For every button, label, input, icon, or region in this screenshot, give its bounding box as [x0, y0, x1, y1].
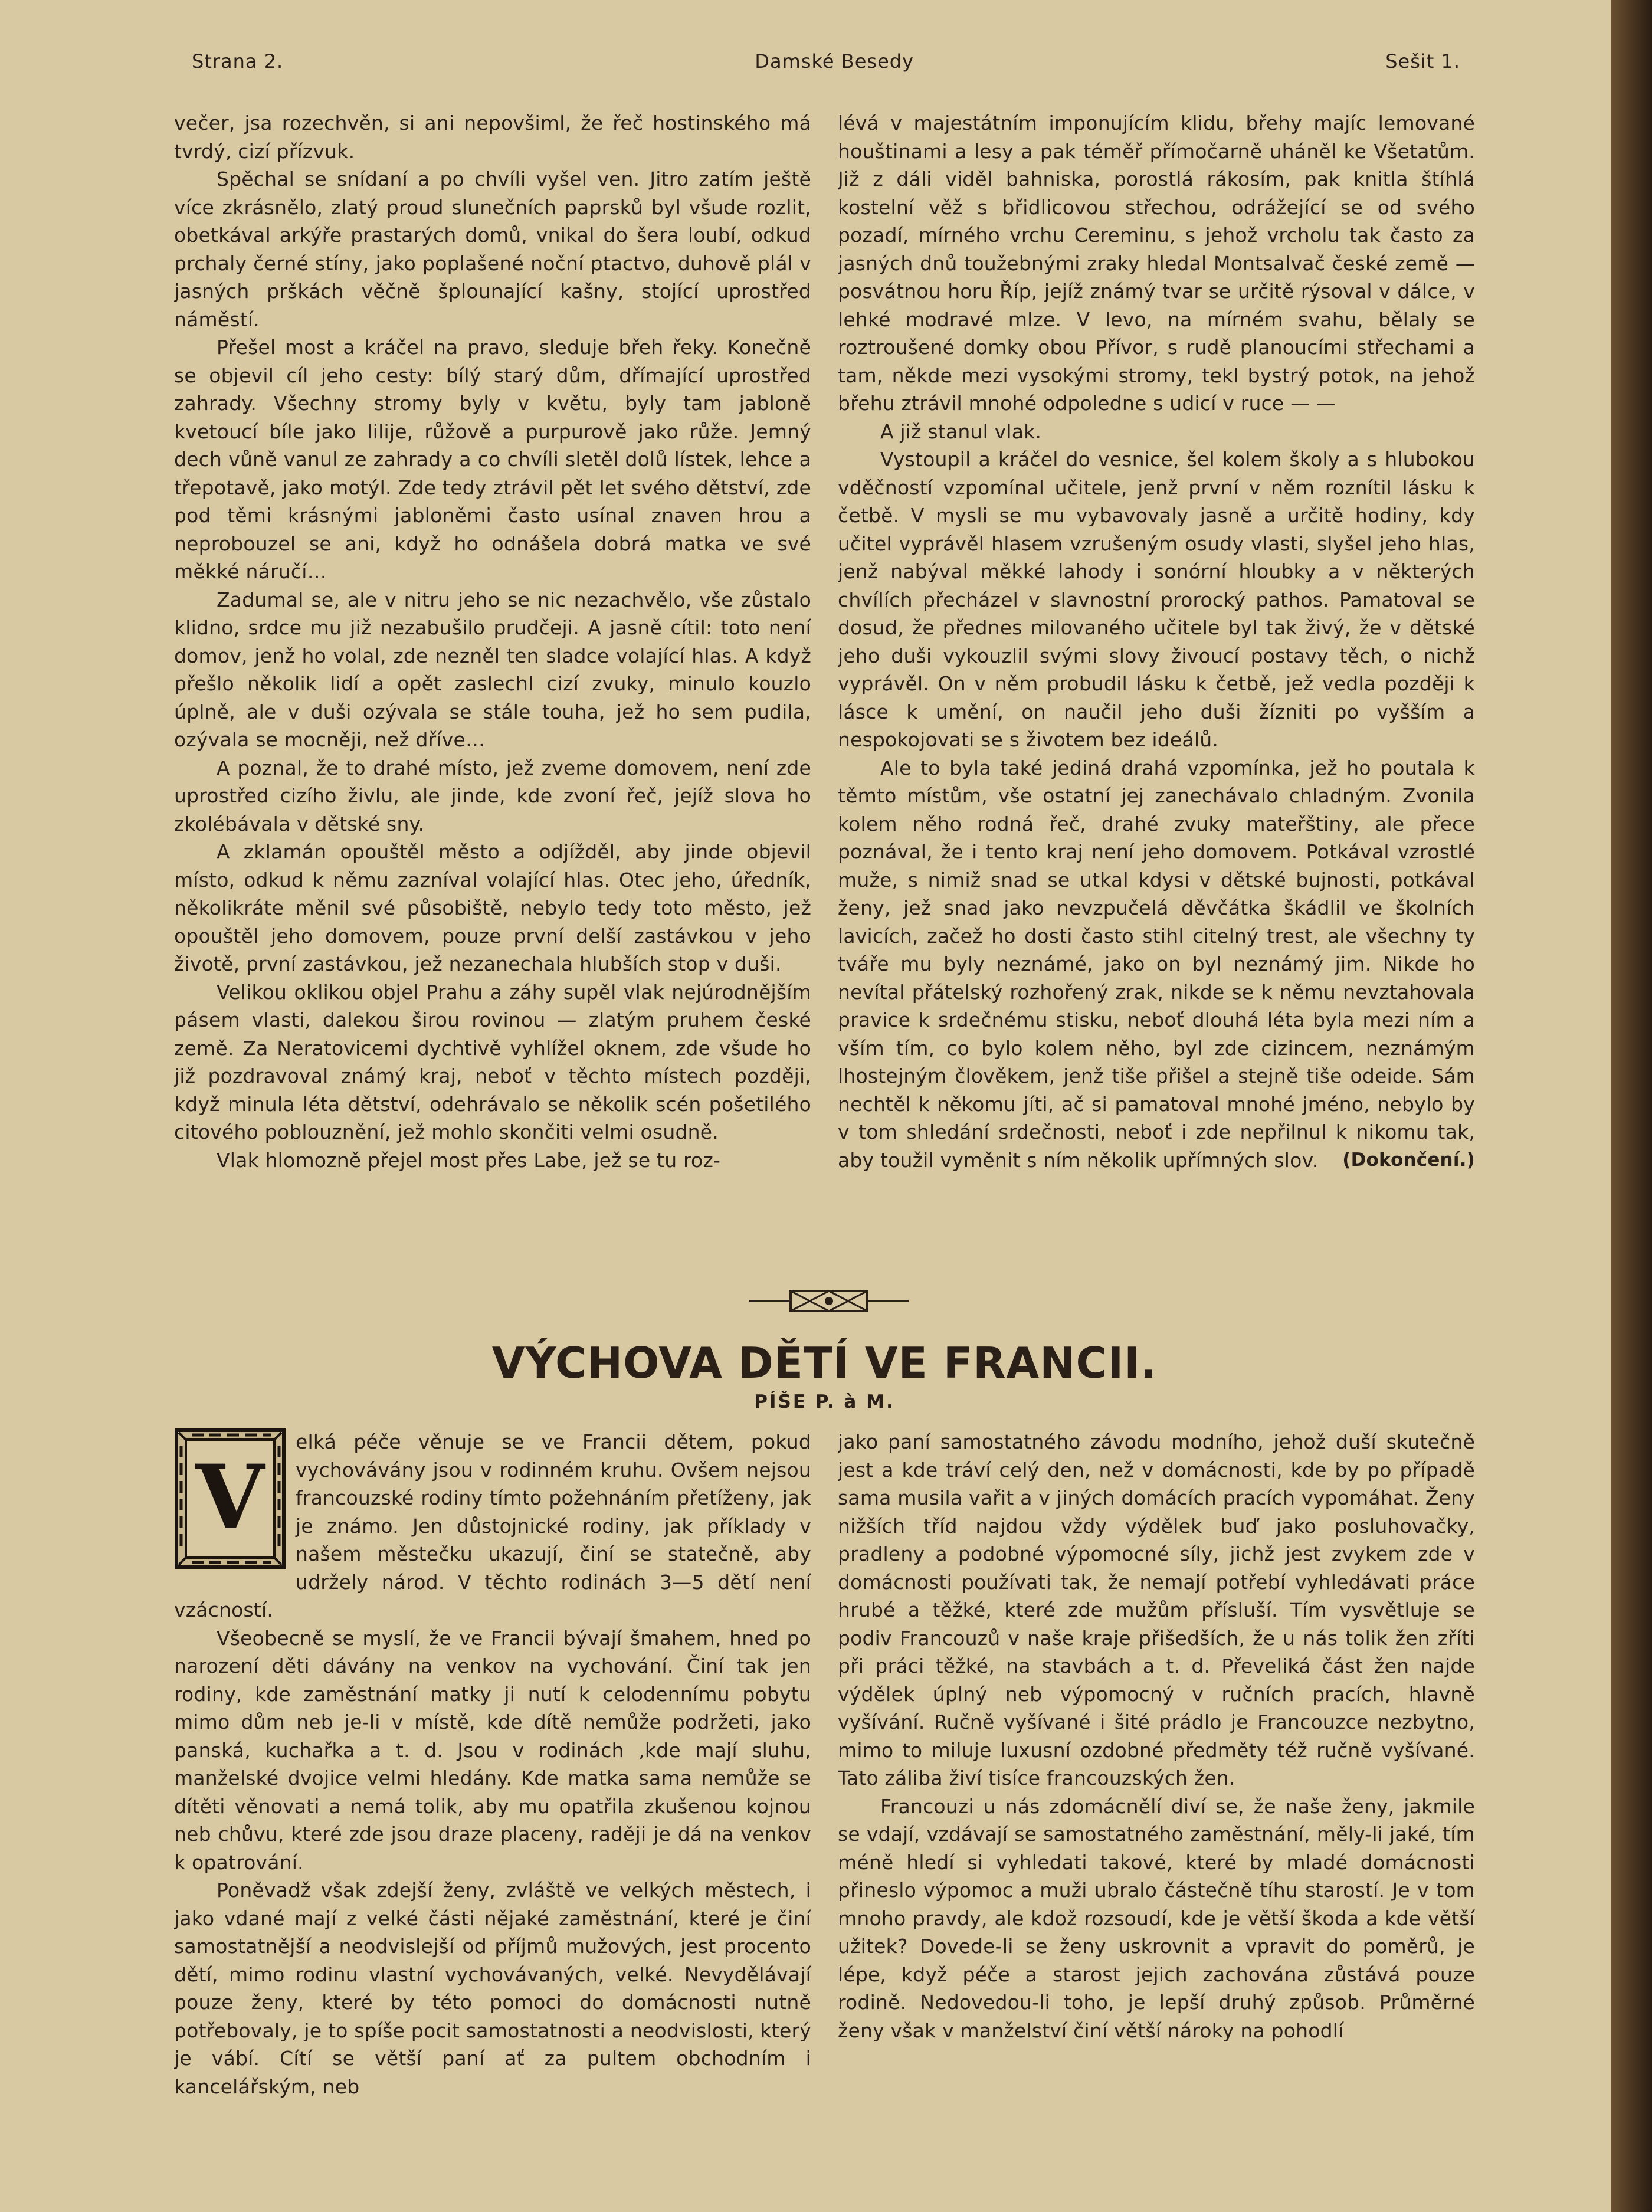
- issue-number: Sešit 1.: [1385, 50, 1460, 73]
- story-column-right: [838, 109, 1475, 1266]
- running-head: [192, 50, 1460, 73]
- article-paragraph: Všeobecně se myslí, že ve Francii bývají šmahem, hned po narození děti dávány na venkov na vychování. Činí tak jen rodiny, kde zaměstnání matky ji nutí k celodennímu pobytu mimo dům neb je-li v místě, kde dítě nemůže podržeti, jako panská, kuchařka a t. d. Jsou v rodinách ,kde mají sluhu, manželské dvojice velmi hledány. Kde matka sama nemůže se dítěti věnovati a nemá tolik, aby mu opatřila zkušenou kojnou neb chůvu, které zde jsou draze placeny, raději je dá na venkov k opatrování.: [174, 1626, 811, 1874]
- drop-cap: [174, 1428, 286, 1569]
- article-byline: PÍŠE P. à M.: [754, 1391, 895, 1413]
- article-title: VÝCHOVA DĚTÍ VE FRANCII.: [491, 1338, 1158, 1388]
- story-paragraph: Velikou oklikou objel Prahu a záhy supěl vlak nejúrodnějším pásem vlasti, dalekou širou rovinou — zlatým pruhem české země. Za Neratovicemi dychtivě vyhlížel oknem, zde všude ho již pozdravoval známý kraj, neboť v těchto místech později, když minula léta dětství, odehrávalo se několik scén pošetilého citového poblouznění, jež mohlo skončiti velmi osudně.: [174, 980, 811, 1143]
- article-paragraph: Poněvadž však zdejší ženy, zvláště ve velkých městech, i jako vdané mají z velké části nějaké zaměstnání, které je činí samostatnější a neodvislejší od příjmů mužových, jest procento dětí, mimo rodinu vlastní vychovávaných, velké. Nevydělávají pouze ženy, které by této pomoci do domácnosti nutně potřebovaly, je to spíše pocit samostatnosti a neodvislosti, který je vábí. Cítí se větší paní ať za pultem obchodním i kancelářským, neb: [174, 1879, 811, 2098]
- drop-cap-letter: V: [195, 1446, 265, 1549]
- story-paragraph: A zklamán opouštěl město a odjížděl, aby jinde objevil místo, odkud k němu zazníval volající hlas. Otec jeho, úředník, několikráte měnil své působiště, nebylo tedy toto město, jež opouštěl jeho domovem, pouze první delší zastávkou v jeho životě, první zastávkou, jež nezanechala hlubších stop v duši.: [174, 840, 811, 975]
- page-number: Strana 2.: [192, 50, 284, 73]
- article-column-right: [838, 1428, 1475, 2195]
- story-paragraph: lévá v majestátním imponujícím klidu, břehy majíc lemované houštinami a lesy a pak téměř přímočarně uháněl ke Všetatům. Již z dáli viděl bahniska, porostlá rákosím, pak knitla štíhlá kostelní věž s břidlicovou střechou, odrážející se od svého pozadí, mírného vrchu Cereminu, s jehož vrcholu tak často za jasných dnů toužebnými zraky hledal Montsalvač české země — posvátnou horu Říp, jejíž známý tvar se určitě rýsoval v dálce, v lehké modravé mlze. V levo, na mírném svahu, bělaly se roztroušené domky obou Přívor, s rudě planoucími střechami a tam, někde mezi vysokými stromy, tekl bystrý potok, na jehož břehu ztrávil mnohé odpoledne s udicí v ruce — —: [838, 112, 1475, 415]
- story-paragraph: [838, 754, 1475, 1175]
- story-paragraph-text: Ale to byla také jediná drahá vzpomínka, jež ho poutala k těmto místům, vše ostatní jej zanechávalo chladným. Zvonila kolem něho rodná řeč, drahé zvuky mateřštiny, ale přece poznával, že i tento kraj není jeho domovem. Potkával vzrostlé muže, s nimiž snad se utkal kdysi v dětské bujnosti, potkával ženy, jež snad jako nevzpučelá děvčátka škádlil ve školních lavicích, začež ho dosti často stihl citelný trest, ale všechny ty tváře mu byly neznámé, jako on byl neznámý jim. Nikde ho nevítal přátelský rozhořený zrak, nikde se k němu nevztahovala pravice k srdečnému stisku, neboť dlouhá léta byla mezi ním a vším tím, co bylo kolem něho, byl zde cizincem, neznámým lhostejným člověkem, jenž tiše přišel a stejně tiše odeide. Sám nechtěl k někomu jíti, ač si pamatoval mnohé jméno, nebylo by v tom shledání srdečnosti, neboť i zde nepřilnul k nikomu tak, aby toužil vyměnit s ním několik upřímných slov.: [838, 756, 1475, 1172]
- story-columns: [174, 109, 1475, 1266]
- story-paragraph: večer, jsa rozechvěn, si ani nepovšiml, že řeč hostinského má tvrdý, cizí přízvuk.: [174, 112, 811, 163]
- article-columns: [174, 1428, 1475, 2195]
- article-column-left: [174, 1428, 811, 2195]
- story-paragraph: A již stanul vlak.: [880, 420, 1042, 443]
- story-paragraph: Spěchal se snídaní a po chvíli vyšel ven. Jitro zatím ještě více zkrásnělo, zlatý proud slunečních paprsků byl všude rozlit, obetkával arkýře prastarých domů, vnikal do šera loubí, odkud prchaly černé stíny, jako poplašené noční ptactvo, duhově plál v jasných prškách věčně šplounající kašny, stojící uprostřed náměstí.: [174, 168, 811, 331]
- story-paragraph: Zadumal se, ale v nitru jeho se nic nezachvělo, vše zůstalo klidno, srdce mu již nezabušilo prudčeji. A jasně cítil: toto není domov, jenž ho volal, zde nezněl ten sladce volající hlas. A když přešlo několik lidí a opět zaslechl cizí zvuky, minulo kouzlo úplně, ale v duši ozývala se stále touha, jež ho sem pudila, ozývala se mocněji, než dříve…: [174, 588, 811, 751]
- book-spine-edge: [1611, 0, 1652, 2212]
- section-divider-ornament: [749, 1286, 909, 1316]
- article-paragraph: jako paní samostatného závodu modního, jehož duší skutečně jest a kde tráví celý den, než v domácnosti, kde by po případě sama musila vařit a v jiných domácích pracích vypomáhat. Ženy nižších tříd najdou vždy výdělek buď jako posluhovačky, pradleny a podobné výpomocné síly, jichž jest zvykem zde v domácnosti používati tak, že nemají potřebí vyhledávati práce hrubé a těžké, které zde mužům přísluší. Tím vysvětluje se podiv Francouzů v naše kraje přišedších, že u nás tolik žen zříti při práci těžké, na stavbách a t. d. Převeliká část žen najde výdělek úplný neb výpomocný v ručních pracích, hlavně vyšívání. Ručně vyšívané i šité prádlo je Francouzce nezbytno, mimo to miluje luxusní ozdobné předměty též ručně vyšívané. Tato záliba živí tisíce francouzských žen.: [838, 1430, 1475, 1790]
- story-paragraph: Vystoupil a kráčel do vesnice, šel kolem školy a s hlubokou vděčností vzpomínal učitele, jenž první v něm roznítil lásku k četbě. V mysli se mu vybavovaly jasně a určitě hodiny, kdy učitel vyprávěl hlasem vzrušeným osudy vlasti, slyšel jeho hlas, jenž nabýval měkké lahody i sonórní hloubky a v některých chvílích přecházel v slavnostní prorocký pathos. Pamatoval se dosud, že přednes milovaného učitele byl tak živý, že v dětské jeho duši vykouzlil svými slovy živoucí postavy těch, o nichž vyprávěl. On v něm probudil lásku k četbě, jež vedla později k lásce k umění, on naučil jeho duši žízniti po vyšším a nespokojovati se s životem bez ideálů.: [838, 448, 1475, 751]
- article-paragraph: Francouzi u nás zdomácnělí diví se, že naše ženy, jakmile se vdají, vzdávají se samostatného zaměstnání, měly-li jaké, tím méně hledí si vyhledati takové, které by mladé domácnosti přineslo výpomoc a muži ubralo částečně tíhu starostí. Je v tom mnoho pravdy, ale kdož rozsoudí, kde je větší škoda a kde větší užitek? Dovede-li se ženy uskrovnit a vpravit do poměrů, je lépe, když péče a starost jejich zachována zůstává pouze rodině. Nedovedou-li toho, je lepší druhý způsob. Průměrné ženy však v manželství činí větší nároky na pohodlí: [838, 1794, 1475, 2042]
- story-paragraph: Vlak hlomozně přejel most přes Labe, jež se tu roz-: [217, 1148, 721, 1172]
- magazine-title: Damské Besedy: [755, 50, 914, 73]
- article-paragraph-text: elká péče věnuje se ve Francii dětem, pokud vychovávány jsou v rodinném kruhu. Ovšem nejsou francouzské rodiny tímto požehnáním přetíženy, jak je známo. Jen důstojnické rodiny, jak příklady v našem městečku ukazují, činí se statečně, aby udržely národ. V těchto rodinách 3—5 dětí není vzácností.: [174, 1430, 811, 1621]
- continued-note: (Dokončení.): [1342, 1149, 1475, 1171]
- story-paragraph: Přešel most a kráčel na pravo, sleduje břeh řeky. Konečně se objevil cíl jeho cesty: bílý starý dům, dřímající uprostřed zahrady. Všechny stromy byly v květu, byly tam jabloně kvetoucí bíle jako lilije, růžově a purpurově jako růže. Jemný dech vůně vanul ze zahrady a co chvíli sletěl dolů lístek, lehce a třepotavě, jako motýl. Zde tedy ztrávil pět let svého dětství, zde pod těmi krásnými jabloněmi často usínal znaven hrou a neprobouzel se ani, když ho odnášela dobrá matka ve své měkké náručí…: [174, 336, 811, 583]
- story-column-left: [174, 109, 811, 1266]
- article-paragraph: [174, 1428, 811, 1624]
- story-paragraph: A poznal, že to drahé místo, jež zveme domovem, není zde uprostřed cizího živlu, ale jinde, kde zvoní řeč, jejíž slova ho zkolébávala v dětské sny.: [174, 756, 811, 835]
